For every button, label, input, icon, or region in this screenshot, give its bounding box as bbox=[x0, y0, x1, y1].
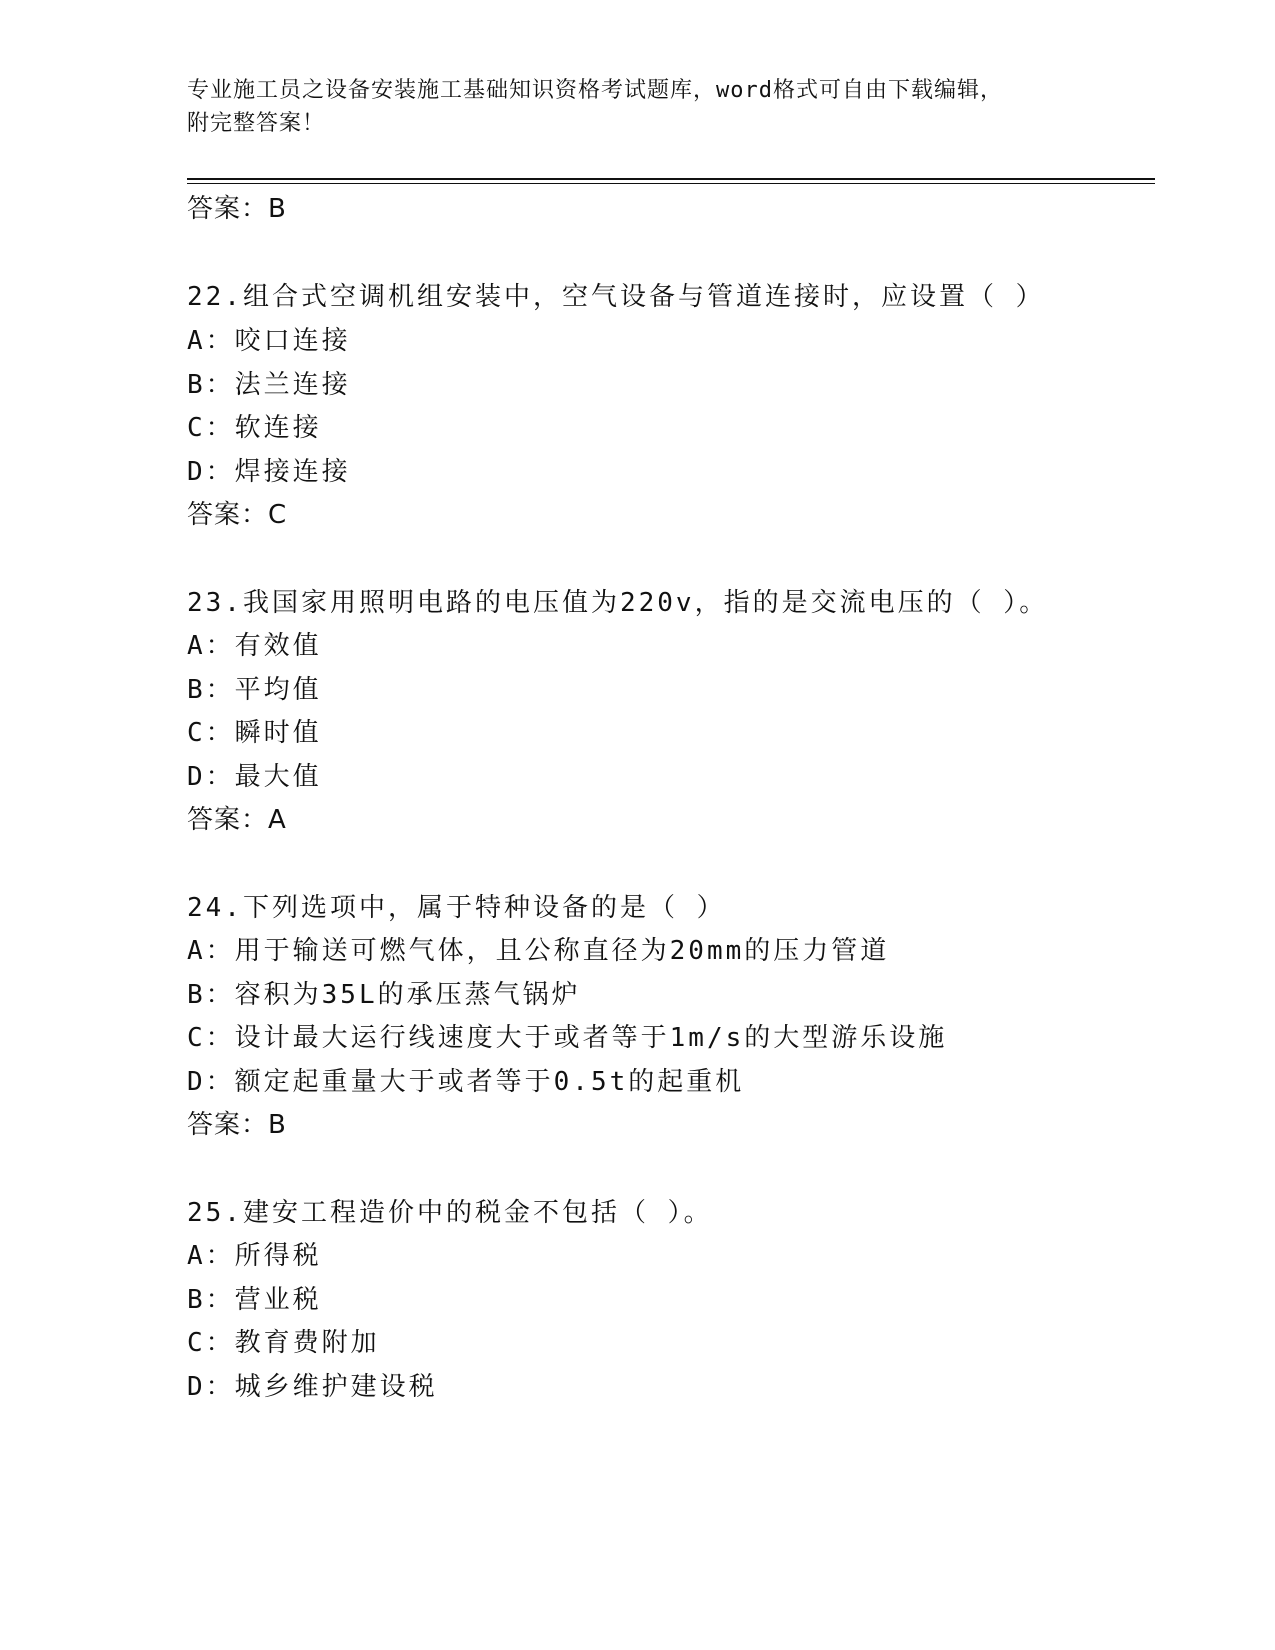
answer-24: 答案：B bbox=[187, 1110, 287, 1140]
header-divider-thin bbox=[187, 183, 1155, 184]
question-22-stem: 22.组合式空调机组安装中，空气设备与管道连接时，应设置（ ） bbox=[187, 282, 1045, 312]
header-line-2: 附完整答案！ bbox=[187, 111, 326, 136]
question-25-option-b: B：营业税 bbox=[187, 1285, 322, 1315]
answer-21: 答案：B bbox=[187, 194, 287, 224]
answer-23: 答案：A bbox=[187, 805, 287, 835]
question-23-option-d: D：最大值 bbox=[187, 762, 322, 792]
question-22-option-b: B：法兰连接 bbox=[187, 370, 351, 400]
header-divider-thick bbox=[187, 178, 1155, 180]
question-25-option-a: A：所得税 bbox=[187, 1241, 322, 1271]
question-22-option-d: D：焊接连接 bbox=[187, 457, 351, 487]
header-line-1: 专业施工员之设备安装施工基础知识资格考试题库，word格式可自由下载编辑， bbox=[187, 78, 1003, 103]
answer-22: 答案：C bbox=[187, 500, 288, 530]
question-25-option-c: C：教育费附加 bbox=[187, 1328, 380, 1358]
question-23-option-c: C：瞬时值 bbox=[187, 718, 322, 748]
question-24-option-b: B：容积为35L的承压蒸气锅炉 bbox=[187, 980, 581, 1010]
question-25-option-d: D：城乡维护建设税 bbox=[187, 1372, 438, 1402]
question-25-stem: 25.建安工程造价中的税金不包括（ ）。 bbox=[187, 1198, 713, 1228]
question-24-stem: 24.下列选项中，属于特种设备的是（ ） bbox=[187, 893, 726, 923]
question-24-option-a: A：用于输送可燃气体，且公称直径为20mm的压力管道 bbox=[187, 936, 890, 966]
question-23-option-a: A：有效值 bbox=[187, 631, 322, 661]
question-23-option-b: B：平均值 bbox=[187, 675, 322, 705]
question-22-option-a: A：咬口连接 bbox=[187, 326, 351, 356]
question-22-option-c: C：软连接 bbox=[187, 413, 322, 443]
question-24-option-d: D：额定起重量大于或者等于0.5t的起重机 bbox=[187, 1067, 745, 1097]
question-24-option-c: C：设计最大运行线速度大于或者等于1m/s的大型游乐设施 bbox=[187, 1023, 948, 1053]
question-23-stem: 23.我国家用照明电路的电压值为220v，指的是交流电压的（ ）。 bbox=[187, 588, 1049, 618]
document-header bbox=[187, 74, 1087, 140]
